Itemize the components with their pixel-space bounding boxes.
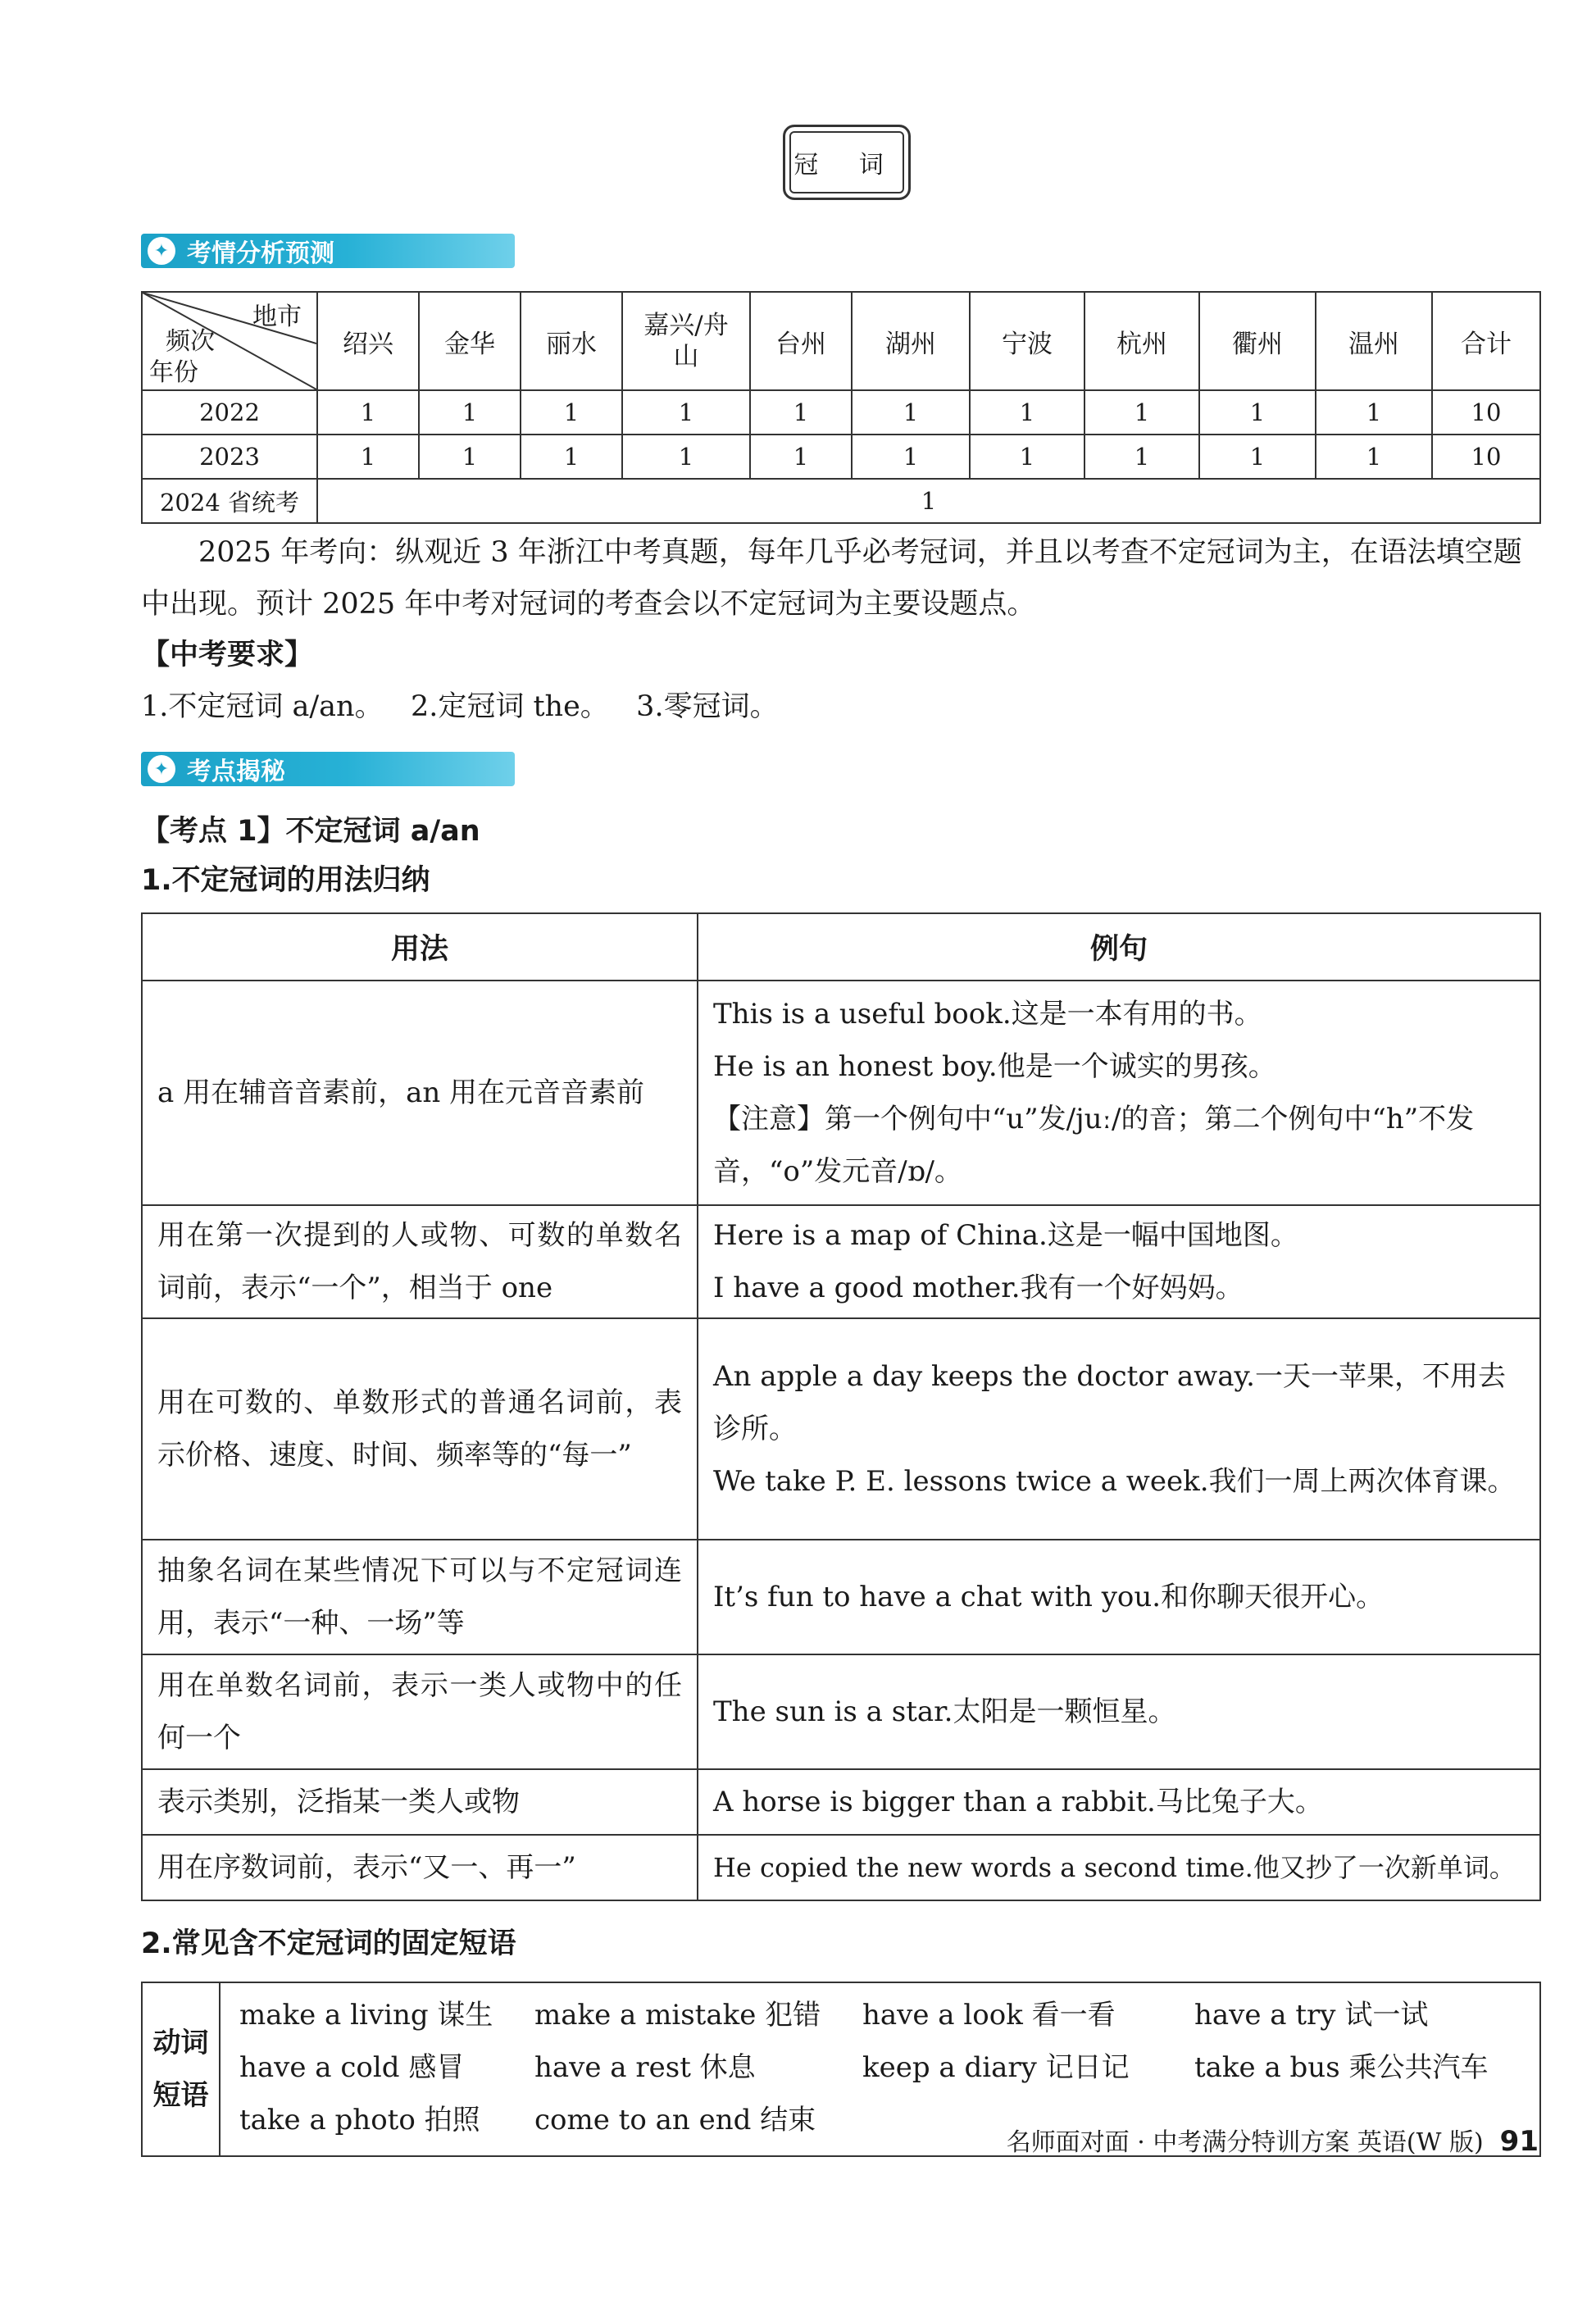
usage-row [142, 1654, 1540, 1769]
example-cell [698, 1205, 1540, 1318]
example-line: I have a good mother.我有一个好妈妈。 [713, 1272, 1244, 1304]
stats-row [142, 390, 1540, 435]
region-header: 宁波 [970, 292, 1084, 390]
stats-cell: 1 [622, 435, 750, 479]
phrase-item: have a rest 休息 [534, 2051, 756, 2084]
example-cell [698, 1769, 1540, 1835]
stats-cell: 1 [750, 390, 852, 435]
stats-row [142, 435, 1540, 479]
phrase-category [142, 1982, 220, 2156]
phrase-item: keep a diary 记日记 [862, 2051, 1130, 2084]
stats-cell: 1 [419, 390, 521, 435]
stats-cell: 1 [1084, 390, 1199, 435]
section-banner-label: 考情分析预测 [187, 239, 334, 268]
region-header: 绍兴 [317, 292, 419, 390]
region-header: 丽水 [521, 292, 622, 390]
stats-cell: 1 [317, 435, 419, 479]
sub2-heading: 2.常见含不定冠词的固定短语 [141, 1927, 516, 1960]
region-header: 台州 [750, 292, 852, 390]
phrase-item: take a bus 乘公共汽车 [1194, 2051, 1489, 2084]
stats-cell: 1 [419, 435, 521, 479]
stats-cell: 1 [521, 390, 622, 435]
stats-cell: 1 [521, 435, 622, 479]
phrase-item: have a look 看一看 [862, 1999, 1116, 2032]
example-cell [698, 981, 1540, 1205]
usage-row [142, 1205, 1540, 1318]
section-banner-label: 考点揭秘 [187, 758, 285, 786]
page-footer [1007, 2122, 1539, 2158]
stats-header-row [142, 292, 1540, 390]
example-cell [698, 1654, 1540, 1769]
usage-cell: 抽象名词在某些情况下可以与不定冠词连用，表示“一种、一场”等 [142, 1540, 698, 1654]
usage-cell: 用在序数词前，表示“又一、再一” [142, 1835, 698, 1900]
diagonal-header-cell [142, 292, 317, 390]
region-header: 湖州 [852, 292, 970, 390]
example-line: It’s fun to have a chat with you.和你聊天很开心。 [713, 1581, 1385, 1613]
example-cell [698, 1318, 1540, 1540]
example-line: This is a useful book.这是一本有用的书。 [713, 998, 1262, 1031]
example-line: Here is a map of China.这是一幅中国地图。 [713, 1219, 1298, 1252]
stats-cell: 1 [852, 390, 970, 435]
point1-heading: 【考点 1】不定冠词 a/an [141, 815, 480, 848]
stats-cell: 1 [1199, 390, 1316, 435]
stats-cell: 1 [970, 390, 1084, 435]
region-header: 温州 [1316, 292, 1432, 390]
stats-cell: 1 [970, 435, 1084, 479]
sub1-heading: 1.不定冠词的用法归纳 [141, 864, 430, 897]
usage-row [142, 1318, 1540, 1540]
usage-row [142, 981, 1540, 1205]
example-header: 例句 [698, 913, 1540, 981]
usage-cell: 用在可数的、单数形式的普通名词前，表示价格、速度、时间、频率等的“每一” [142, 1318, 698, 1540]
exam-stats-table [141, 291, 1541, 524]
region-header: 嘉兴/舟山 [622, 292, 750, 390]
region-header: 杭州 [1084, 292, 1199, 390]
diag-label-year: 年份 [149, 358, 198, 387]
category-line: 动词 [152, 2027, 209, 2059]
page-title: 冠 词 [783, 125, 911, 200]
requirement-heading: 【中考要求】 [141, 639, 314, 671]
category-line: 短语 [152, 2079, 209, 2112]
example-line: A horse is bigger than a rabbit.马比兔子大。 [713, 1786, 1323, 1818]
stats-row-unified [142, 479, 1540, 523]
example-line: We take P. E. lessons twice a week.我们一周上两次体育课。 [713, 1465, 1516, 1498]
stats-cell: 1 [1199, 435, 1316, 479]
diag-label-region: 地市 [252, 303, 302, 331]
stats-cell: 1 [750, 435, 852, 479]
phrase-item: take a photo 拍照 [239, 2104, 480, 2136]
diag-label-freq: 频次 [166, 327, 215, 356]
example-line: He copied the new words a second time.他又抄了一次新单词。 [713, 1852, 1516, 1883]
example-cell [698, 1835, 1540, 1900]
row-year: 2023 [142, 435, 317, 479]
stats-cell-total: 10 [1432, 390, 1540, 435]
stats-cell: 1 [317, 390, 419, 435]
region-header-total: 合计 [1432, 292, 1540, 390]
example-line: He is an honest boy.他是一个诚实的男孩。 [713, 1050, 1276, 1083]
phrase-item: make a living 谋生 [239, 1999, 493, 2032]
stats-cell-total: 10 [1432, 435, 1540, 479]
trend-paragraph: 2025 年考向：纵观近 3 年浙江中考真题，每年几乎必考冠词，并且以考查不定冠词为主，在语法填空题中出现。预计 2025 年中考对冠词的考查会以不定冠词为主要设题点。 [141, 536, 1522, 621]
usage-cell: 用在第一次提到的人或物、可数的单数名词前，表示“一个”，相当于 one [142, 1205, 698, 1318]
phrase-item: have a cold 感冒 [239, 2051, 465, 2084]
usage-header-row [142, 913, 1540, 981]
region-header: 金华 [419, 292, 521, 390]
region-header: 衢州 [1199, 292, 1316, 390]
usage-row [142, 1835, 1540, 1900]
phrase-item: come to an end 结束 [534, 2104, 816, 2136]
stats-cell: 1 [1316, 435, 1432, 479]
example-cell [698, 1540, 1540, 1654]
page-number: 91 [1499, 2125, 1539, 2158]
lightbulb-icon: ✦ [148, 237, 175, 265]
usage-row [142, 1540, 1540, 1654]
footer-text: 名师面对面 · 中考满分特训方案 英语(W 版) [1006, 2128, 1484, 2157]
requirement-list: 1.不定冠词 a/an。 2.定冠词 the。 3.零冠词。 [141, 690, 779, 723]
section-banner-analysis [141, 234, 515, 268]
example-line: An apple a day keeps the doctor away.一天一苹果，不用去诊所。 [713, 1360, 1506, 1445]
phrase-item: make a mistake 犯错 [534, 1999, 821, 2032]
stats-cell-merged: 1 [317, 479, 1540, 523]
usage-cell: 表示类别，泛指某一类人或物 [142, 1769, 698, 1835]
usage-row [142, 1769, 1540, 1835]
stats-cell: 1 [622, 390, 750, 435]
row-year: 2024 省统考 [142, 479, 317, 523]
section-banner-points [141, 752, 515, 786]
usage-table [141, 912, 1541, 1901]
usage-header: 用法 [142, 913, 698, 981]
phrase-item: have a try 试一试 [1194, 1999, 1429, 2032]
usage-cell: a 用在辅音音素前，an 用在元音音素前 [142, 981, 698, 1205]
row-year: 2022 [142, 390, 317, 435]
usage-cell: 用在单数名词前，表示一类人或物中的任何一个 [142, 1654, 698, 1769]
stats-cell: 1 [852, 435, 970, 479]
stats-cell: 1 [1316, 390, 1432, 435]
lightbulb-icon: ✦ [148, 755, 175, 783]
stats-cell: 1 [1084, 435, 1199, 479]
example-line: The sun is a star.太阳是一颗恒星。 [713, 1695, 1176, 1728]
example-note: 【注意】第一个例句中“u”发/juː/的音；第二个例句中“h”不发音，“o”发元音/ɒ/。 [713, 1103, 1475, 1188]
